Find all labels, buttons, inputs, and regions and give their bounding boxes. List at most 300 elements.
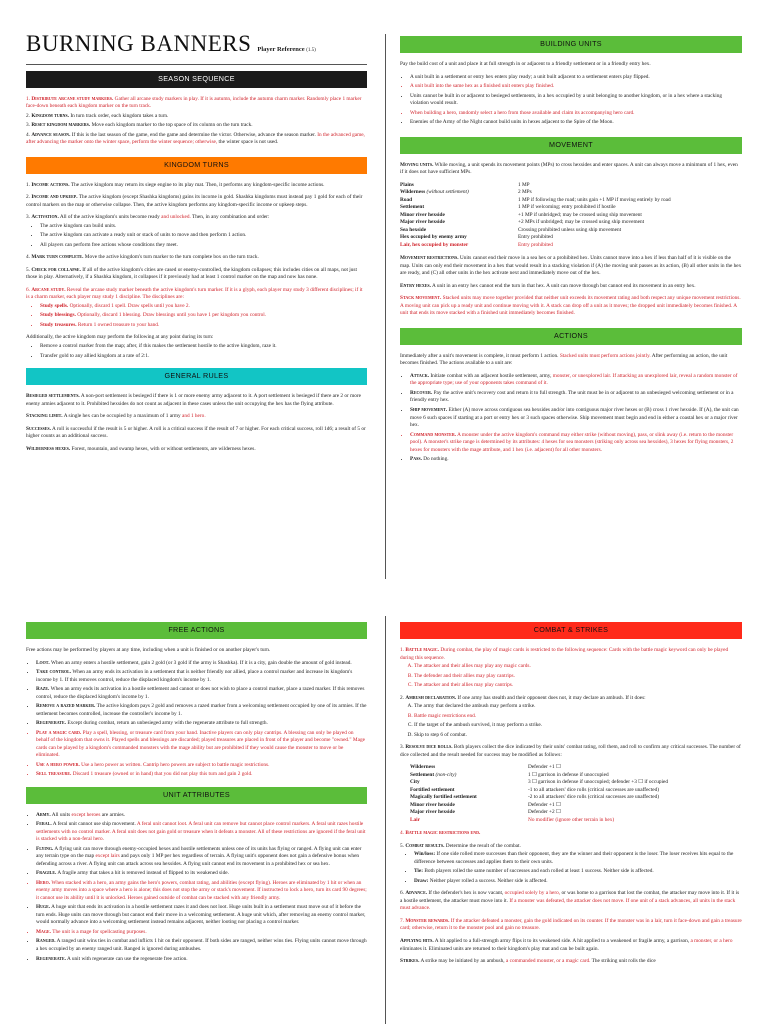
item-body: Gather all arcane study markers in play. If it is autumn, include the autumn charm marker. Randomly place 1 marker face-down beneath each kingdom marker on the turn track.	[26, 95, 362, 110]
movement-row	[400, 219, 674, 227]
movement-row	[400, 242, 674, 250]
combat-step-4	[400, 830, 742, 838]
rule-body: A non-port settlement is besieged if there is 1 or more enemy army adjacent to it. A port settlement is besieged if there are 2 or more enemy armies adjacent to it. Prohibited hexsides do not count as adjacent in these cases unless the unit occupying the hex has the flying attribute.	[26, 393, 362, 407]
modifier-row	[410, 764, 671, 772]
rule-term: Successes.	[26, 425, 51, 432]
rule-body: A strike may be initiated by an ambush,	[420, 958, 505, 965]
row-value: Entry prohibited	[518, 234, 553, 241]
season-sequence-list	[26, 96, 367, 147]
activation-subitem: • The active kingdom can build units.	[40, 223, 367, 231]
building-item: • When building a hero, randomly select a hero from those available and claim its accompanying hero card.	[410, 110, 742, 118]
kingdom-step-1	[26, 182, 367, 190]
arcane-study-sublist	[26, 303, 367, 330]
row-key	[400, 189, 518, 197]
combat-step-7	[400, 918, 742, 933]
attr-term: Flying.	[36, 845, 54, 852]
rule-body: A unit in an entry hex cannot end the turn in that hex. A unit can move through but cannot end its movement in an entry hex.	[431, 282, 696, 289]
step-term: Resolve dice rolls.	[405, 744, 453, 751]
step-term: Arcane study.	[31, 286, 66, 293]
row-value: 2 MPs	[518, 189, 532, 196]
row-key: Lair, hex occupied by monster	[400, 241, 469, 248]
actions-header: ACTIONS	[400, 328, 742, 345]
season-item-2	[26, 113, 367, 121]
free-term: Raze.	[36, 686, 50, 693]
step-term: Battle magic restrictions end.	[405, 830, 481, 837]
free-body: Discard 1 treasure (owned or in hand) that you did not play this turn and gain 2 gold.	[72, 771, 253, 778]
step-number: 6.	[400, 890, 404, 897]
step-body-end: or was home to a garrison that lost the combat, the attacker may move into it. If it is a hostile settlement, the attacker must move into it.	[400, 890, 740, 904]
free-actions-list	[26, 660, 367, 779]
strikes	[400, 958, 742, 966]
item-body: If this is the last season of the game, end the game and determine the victor. Otherwise, advance the season marker.	[71, 131, 316, 138]
battle-magic-subitem: A. The attacker and their allies may play any magic cards.	[414, 663, 742, 671]
version-text: (1.5)	[306, 48, 316, 53]
action-term: Attack.	[410, 372, 430, 379]
movement-row	[400, 204, 674, 212]
attr-term: Fragile.	[36, 870, 57, 877]
attr-body-end: are armies.	[101, 811, 126, 818]
rule-term: Stack movement.	[400, 295, 442, 302]
free-play-magic-card	[36, 730, 367, 760]
unit-attributes-list	[26, 812, 367, 963]
row-key: Major river hexside	[400, 219, 445, 226]
attr-body: The unit is a mage for spellcasting purposes.	[52, 928, 147, 935]
step-body: Determine the result of the combat.	[445, 842, 521, 849]
step-number: 7.	[400, 917, 404, 924]
action-body: Initiate combat with an adjacent hostile settlement, army,	[430, 372, 552, 379]
arcane-subitem	[40, 312, 367, 320]
action-term: Pass.	[410, 456, 422, 463]
attr-body: A fragile army that takes a hit is removed instead of flipped to its weakened side.	[57, 870, 229, 877]
movement-term: Moving units.	[400, 161, 434, 168]
rule-body-red: a monster, or a hero	[690, 937, 733, 944]
attr-body: A flying unit can move through enemy-occupied hexes and hostile settlements unless one of its units has flying or ranged. A flying unit can enter any terrain type on the map	[36, 845, 362, 860]
item-number: 3.	[26, 122, 30, 129]
rule-term: Besieged settlements.	[26, 393, 80, 400]
action-pass	[410, 456, 742, 464]
sub-term: Study spells.	[40, 302, 69, 309]
free-body: Except during combat, return an unbesieged army with the regenerate attribute to full strength.	[67, 720, 268, 727]
attr-body: A ranged unit wins ties in combat and inflicts 1 hit on their opponent. If both sides are ranged, neither wins ties. Flying units cannot move through a hex occupied by an enemy ranged unit. Ranged is ignored during ambushes.	[36, 938, 367, 952]
attr-body-end: and pays only 1 MP per hex regardless of terrain. A flying unit's opponent does not gain a defensive bonus when defending across a river. A flying unit can attack across sea hexsides. A flying unit cannot end its movement in a prohibited hex or sea hex.	[36, 853, 360, 867]
step-body: Move the active kingdom's turn marker to the turn complete box on the turn track.	[84, 254, 259, 261]
row-value: Defender +2 ☐	[528, 809, 561, 816]
step-term: Ambush declaration.	[405, 694, 457, 701]
row-key-note: (non-city)	[435, 771, 457, 778]
movement-body: While moving, a unit spends its movement points (MPs) to cross hexsides and enter spaces. A unit can always move a minimum of 1 hex, even if it does not have sufficient MPs.	[400, 161, 738, 176]
ambush-sublist	[400, 703, 742, 739]
rule-body: Units cannot end their move in a sea hex or a prohibited hex. Units cannot move into a hex if less than half of it is visible on the map. Units can only end their movement in a hex that would result in a stacking violation if (A) the moving unit passes as its action, (B) all other units in the hex are ready, and (C) all other units in the hex activate next and immediately move out of the hex.	[400, 255, 742, 277]
step-body: All of the active kingdom's units become ready	[59, 214, 160, 221]
rule-body-end: The striking unit rolls the dice	[591, 958, 656, 965]
attr-fragile	[36, 870, 367, 878]
ambush-subitem: C. If the target of the ambush survived, it may perform a strike.	[414, 722, 742, 730]
attr-body-red: except heroes	[71, 811, 101, 818]
step-number: 3.	[400, 744, 404, 751]
sub-body: If one side rolled more successes than their opponent, they are the winner and their opponent is the loser. The loser receives hits equal to the difference between successes and applies them to their own units.	[414, 851, 734, 865]
step-body: During combat, the play of magic cards is restricted to the following sequence: Cards with the battle magic keyword can only be played during this sequence.	[400, 647, 729, 661]
title-block	[26, 28, 367, 65]
step-number: 3.	[26, 214, 30, 221]
building-item: • A unit built into the same hex as a finished unit enters play finished.	[410, 83, 742, 91]
row-value: +2 MPs if unbridged; may be crossed using ship movement	[518, 219, 645, 226]
sub-term: Study blessings.	[40, 312, 76, 319]
row-key: Fortified settlement	[410, 786, 455, 793]
free-term: Play a magic card.	[36, 729, 82, 736]
step-body: Reveal the arcane study marker beneath the active kingdom's turn marker. If it is a glyph, each player may study 3 different disciplines; if it is a charm marker, each player may study 1 discipline. The disciplines are:	[26, 286, 363, 301]
action-body: Pay the active unit's recovery cost and return it to full strength. The unit must be in or adjacent to an unbesieged welcoming settlement or in a friendly entry hex.	[410, 389, 734, 404]
row-value: Defender +1 ☐	[528, 801, 561, 808]
row-key: Hex occupied by enemy army	[400, 234, 467, 241]
free-actions-header: FREE ACTIONS	[26, 622, 367, 639]
row-key: Sea hexside	[400, 226, 427, 233]
attr-hero	[36, 880, 367, 903]
document-subtitle	[257, 45, 315, 54]
sub-term: Study treasures.	[40, 321, 77, 328]
rule-term: Movement restrictions.	[400, 255, 459, 262]
row-key: Wilderness	[410, 764, 436, 771]
modifier-row	[410, 779, 671, 787]
movement-restrictions	[400, 255, 742, 278]
extra-text: Additionally, the active kingdom may perform the following at any point during its turn:	[26, 334, 214, 341]
free-body: When an army ends its activation in a settlement that is neither friendly nor allied, place a control marker and increase its kingdom's income by 1. If this removes control, reduce the displaced kingdom's income by 1.	[36, 669, 353, 683]
general-rules-header: GENERAL RULES	[26, 368, 367, 385]
sub-body: Both players rolled the same number of successes and each rolled at least 1 success. Neither side is affected.	[424, 868, 654, 875]
intro-end: After performing an action, the unit becomes finished. The actions available to a unit are:	[400, 352, 728, 367]
attr-term: Huge.	[36, 904, 51, 911]
vertical-divider-top	[385, 34, 386, 579]
attr-mage	[36, 929, 367, 937]
season-item-3	[26, 122, 367, 130]
attr-body-red: A feral unit cannot loot. A feral unit can remove but cannot place control markers. A feral unit razes hostile settlements with no control marker. A feral unit does not gain gold or treasure when it defeats a monster. All of these restrictions are ignored if the feral unit is stacked with a non-feral hero.	[36, 821, 366, 843]
row-key: Magically fortified settlement	[410, 794, 477, 801]
free-body: Use a hero power as written. Cantrip hero powers are subject to battle magic restrictions.	[81, 761, 270, 768]
sub-body: Optionally, discard 1 blessing. Draw blessings until you have 1 per kingdom you control.	[77, 312, 267, 319]
result-subitem	[414, 878, 742, 886]
step-term: Activation.	[31, 214, 59, 221]
row-key: City	[410, 779, 420, 786]
bottom-left-column	[26, 616, 367, 1024]
building-list	[400, 74, 742, 127]
sub-term: Tie:	[414, 868, 424, 875]
intro-red: Stacked units must perform actions jointly.	[559, 352, 651, 359]
bottom-right-column	[400, 616, 742, 1024]
step-body-red: and unlocked.	[161, 214, 191, 221]
kingdom-step-6	[26, 287, 367, 330]
item-number: 1.	[26, 95, 30, 102]
modifier-row	[410, 794, 671, 802]
rule-successes	[26, 426, 367, 441]
row-value: -2 to all attackers' dice rolls (critical successes are unaffected)	[528, 794, 660, 801]
row-value: 1 MP	[518, 181, 530, 188]
row-value: -1 to all attackers' dice rolls (critical successes are unaffected)	[528, 786, 660, 793]
extra-sublist	[26, 343, 367, 360]
combat-step-2	[400, 695, 742, 740]
step-term: Income actions.	[31, 181, 70, 188]
free-term: Remove a razed marker.	[36, 703, 96, 710]
battle-magic-subitem: B. The defender and their allies may play cantrips.	[414, 673, 742, 681]
arcane-subitem	[40, 303, 367, 311]
row-value: +1 MP if unbridged; may be crossed using ship movement	[518, 211, 642, 218]
step-term: Mark turn complete.	[31, 254, 84, 261]
combat-strikes-header: COMBAT & STRIKES	[400, 622, 742, 639]
action-attack	[410, 373, 742, 388]
activation-subitem: • All players can perform free actions whose conditions they meet.	[40, 242, 367, 250]
row-value: Entry prohibited	[518, 241, 553, 248]
top-left-column	[26, 28, 367, 568]
rule-term: Wilderness hexes.	[26, 445, 71, 452]
free-regenerate	[36, 720, 367, 728]
action-term: Command monster.	[410, 431, 457, 438]
kingdom-extra	[26, 334, 367, 360]
sub-body: Optionally, discard 1 spell. Draw spells until you have 2.	[69, 302, 190, 309]
season-item-4	[26, 132, 367, 147]
extra-subitem: • Transfer gold to any allied kingdom at a rate of 2:1.	[40, 353, 367, 361]
combat-step-5	[400, 843, 742, 886]
action-term: Ship movement.	[410, 406, 448, 413]
kingdom-step-3	[26, 214, 367, 249]
movement-row	[400, 227, 674, 235]
action-recover	[410, 390, 742, 405]
item-term: Distribute arcane study markers.	[31, 95, 114, 102]
document-title: BURNING BANNERS	[26, 31, 252, 56]
step-term: Battle magic.	[405, 647, 439, 653]
attr-body: A huge unit that ends its activation in a hostile settlement razes it and does not loot. Huge units built in a settlement must move out of it before the turn ends. Huge units can move through but cannot end their move in a welcoming settlement. A huge unit which, after removing an enemy control marker, would normally advance into a welcoming settlement instead remains adjacent, neither looting nor placing a control marker.	[36, 904, 366, 926]
kingdom-step-2	[26, 194, 367, 209]
arcane-subitem	[40, 322, 367, 330]
rule-body: A roll is successful if the result is 5 or higher. A roll is a critical success if the result of 7 or higher. For each critical success, roll 1d6; a result of 5 or higher counts as an additional success.	[26, 425, 366, 440]
action-body-red: monster, or unexplored lair. If attacking an unexplored lair, reveal a random monster of the appropriate type; use of your opponents takes command of it.	[410, 372, 738, 387]
attr-flying	[36, 846, 367, 869]
item-body-end: the winter space is not used.	[218, 139, 279, 146]
season-sequence-header: SEASON SEQUENCE	[26, 71, 367, 88]
free-body: Play a spell, blessing, or treasure card from your hand. Inactive players can only play cantrips. A blessing can only be played on behalf of the kingdom that owns it. Played spells and blessings are discarded; played treasures are placed in front of the player and become "owned." Mage cards can be played by a kingdom's commanded monsters with the mage ability but are prohibited if they would cause the monster to move or be eliminated.	[36, 729, 365, 759]
rule-stacking	[26, 413, 367, 421]
step-number: 6.	[26, 286, 30, 293]
building-units-header: BUILDING UNITS	[400, 36, 742, 53]
row-key	[410, 772, 528, 780]
step-body: The active kingdom may return its siege engine to its play mat. Then, it performs any kingdom-specific income actions.	[70, 181, 325, 188]
actions-intro	[400, 353, 742, 368]
action-body: Either (A) move across contiguous sea hexsides and/or into contiguous major river hexes or (B) cross 1 river hexside. If (A), the unit can move 6 such spaces if starting at a port or entry hex or 3 such spaces otherwise. Ship movement must begin and end in either a coastal hex or a major river hex.	[410, 406, 739, 429]
step-term: Advance.	[405, 890, 428, 897]
free-term: Take control.	[36, 669, 72, 676]
extra-subitem: • Remove a control marker from the map; after, if this makes the settlement hostile to the active kingdom, raze it.	[40, 343, 367, 351]
rule-term: Entry hexes.	[400, 282, 431, 289]
kingdom-step-4	[26, 254, 367, 262]
sub-term: Draw:	[414, 877, 429, 884]
step-body: If the defender's hex is now vacant,	[428, 890, 504, 897]
item-term: Advance season.	[31, 131, 71, 138]
row-value: 1 MP if following the road; units gain +1 MP if moving entirely by road	[518, 196, 671, 203]
action-ship-movement	[410, 407, 742, 430]
row-key-text: Settlement	[410, 771, 435, 778]
item-term: Reset kingdom markers.	[31, 122, 91, 129]
combat-modifier-table	[410, 764, 671, 824]
item-term: Kingdom turns.	[31, 112, 69, 119]
step-number: 1.	[26, 181, 30, 188]
building-intro: Pay the build cost of a unit and place it at full strength in or adjacent to a friendly settlement or in a friendly entry hex.	[400, 61, 651, 67]
vertical-divider-bottom	[385, 616, 386, 1024]
combat-step-6	[400, 890, 742, 913]
row-key-text: Wilderness	[400, 189, 426, 196]
attr-term: Mage.	[36, 928, 51, 935]
attr-ranged	[36, 938, 367, 953]
attr-regenerate	[36, 956, 367, 964]
attr-term: Hero.	[36, 879, 51, 886]
attr-body: All units	[51, 811, 71, 818]
step-body: If all of the active kingdom's cities are cased or enemy-controlled, the kingdom collapses; this includes cities on all maps, not just those in play. Alternatively, if a Shashka kingdom, it collapses if it previously had at least 1 control marker on the map and now has none.	[26, 266, 357, 281]
combat-step-1	[400, 647, 742, 690]
result-subitem	[414, 868, 742, 876]
row-value: Defender +1 ☐	[528, 764, 561, 771]
rule-wilderness	[26, 446, 367, 454]
attr-term: Regenerate.	[36, 955, 66, 962]
row-key-note: (without settlement)	[426, 189, 469, 196]
row-key: Minor river hexside	[410, 801, 455, 808]
battle-magic-subitem: C. The attacker and their allies may play cantrips.	[414, 682, 742, 690]
step-body-red: occupied solely by a hero,	[504, 890, 561, 897]
row-value: No modifier (ignore other terrain in hex)	[528, 816, 615, 823]
modifier-row	[410, 817, 671, 825]
row-value: 1 MP if welcoming; entry prohibited if hostile	[518, 204, 616, 211]
step-body-end: Then, in any combination and order:	[192, 214, 270, 221]
free-term: Loot.	[36, 659, 50, 666]
actions-list	[400, 373, 742, 464]
step-number: 2.	[26, 194, 30, 201]
free-loot	[36, 660, 367, 668]
sub-term: Win/loss:	[414, 851, 436, 858]
attr-term: Ranged.	[36, 938, 56, 945]
attr-term: Feral.	[36, 821, 52, 828]
movement-entry-hexes	[400, 283, 742, 291]
attr-huge	[36, 904, 367, 927]
applying-hits	[400, 938, 742, 953]
attr-army	[36, 812, 367, 820]
item-body: In turn track order, each kingdom takes a turn.	[70, 112, 169, 119]
combat-step-3	[400, 744, 742, 759]
step-number: 5.	[26, 266, 30, 273]
movement-row	[400, 189, 674, 197]
row-value: 3 ☐ garrison in defense if unoccupied; defender +3 ☐ if occupied	[528, 779, 669, 786]
activation-sublist	[26, 223, 367, 250]
row-key: Plains	[400, 181, 414, 188]
sub-body: Neither player rolled a success. Neither side is affected.	[429, 877, 548, 884]
row-key: Lair	[410, 816, 421, 823]
step-term: Combat results.	[405, 842, 445, 849]
rule-body: Stacked units may move together provided that neither unit exceeds its movement rating and both respect any unique movement restrictions. A moving unit can pick up a ready unit and continue moving with it. A stack can drop off a unit as it moves; the dropped unit immediately becomes finished. A unit that ends its move stacked with a finished unit immediately becomes finished.	[400, 295, 741, 317]
rule-body: Forest, mountain, and swamp hexes, with or without settlements, are wilderness hexes.	[71, 445, 256, 452]
sub-body: Return 1 owned treasure to your hand.	[77, 321, 160, 328]
ambush-subitem: B. Battle magic restrictions end.	[414, 713, 742, 721]
step-body: If the attacker defeated a monster, gain the gold indicated on its counter. If the monster was in a lair, turn it face-down and gain a treasure card; otherwise, return it to the monster pool and gain no treasure.	[400, 917, 742, 932]
battle-magic-sublist	[400, 663, 742, 690]
rule-body: A hit applied to a full-strength army flips it to its weakened side. A hit applied to a weakened or fragile army, a garrison,	[434, 937, 690, 944]
step-term: Monster rewards.	[405, 917, 450, 924]
subtitle-text: Player Reference	[257, 46, 305, 53]
rule-term: Stacking limit.	[26, 413, 63, 420]
step-number: 5.	[400, 842, 404, 849]
activation-subitem: • The active kingdom can activate a ready unit or stack of units to move and then perform 1 action.	[40, 232, 367, 240]
attr-body: When stacked with a hero, an army gains the hero's powers, combat rating, and abilities (except flying). Heroes are eliminated by 1 hit or when an enemy army moves into a space where a hero is alone; this does not stop the army or stack's movement. If instructed to lock a hero, turn its card 90 degrees; it cannot use its ability until it is unlocked. Heroes gained outside of combat can be stacked with any friendly army.	[36, 879, 367, 901]
free-term: Regenerate.	[36, 720, 66, 727]
movement-cost-table	[400, 182, 674, 250]
action-body: A monster under the active kingdom's command may either strike (without moving), pass, or slink away (i.e. return to the monster pool). A monster's strike range is determined by its attributes: 4 hexes for sea monsters (striking only across sea hexsides), 3 hexes for flying monsters, 2 hexes for monsters with the mage attribute, and 1 hex (i.e. adjacent) for all other monsters.	[410, 431, 734, 453]
attr-body: A unit with regenerate can use the regenerate free action.	[67, 955, 188, 962]
step-number: 4.	[26, 254, 30, 261]
step-number: 2.	[400, 694, 404, 701]
item-body: Move each kingdom marker to the top space of its column on the turn track.	[91, 122, 253, 129]
item-number: 2.	[26, 112, 30, 119]
attr-body: A feral unit cannot use ship movement.	[52, 821, 136, 828]
step-term: Income and upkeep.	[31, 194, 78, 201]
building-item: • Units cannot be built in or adjacent to besieged settlements, in a hex occupied by a unit belonging to another kingdom, or in a hex where a stacking violation would result.	[410, 93, 742, 108]
modifier-row	[410, 809, 671, 817]
movement-row	[400, 234, 674, 242]
free-raze	[36, 686, 367, 701]
step-term: Check for collapse.	[31, 266, 81, 273]
step-body: The active kingdom (except Shashka kingdoms) gains its income in gold. Shashka kingdoms must instead pay 1 gold for each of their control markers on the map or otherwise collapse. Then, the active kingdom performs any kingdom-specific income or upkeep steps.	[26, 194, 363, 208]
action-term: Recover.	[410, 389, 433, 396]
intro-text: Immediately after a unit's movement is complete, it must perform 1 action.	[400, 352, 559, 359]
row-key: Major river hexside	[410, 809, 455, 816]
item-number: 4.	[26, 131, 30, 138]
free-term: Use a hero power.	[36, 761, 80, 768]
row-key: Minor river hexside	[400, 211, 445, 218]
attr-term: Army.	[36, 811, 51, 818]
free-term: Sell treasure.	[36, 771, 72, 778]
rule-body-red: a commanded monster, or a magic card.	[505, 958, 591, 965]
free-sell-treasure	[36, 771, 367, 779]
action-command-monster	[410, 432, 742, 455]
rule-body-red: and 1 hero.	[181, 413, 206, 420]
unit-attributes-header: UNIT ATTRIBUTES	[26, 787, 367, 804]
rule-besieged	[26, 393, 367, 408]
building-item: • Enemies of the Army of the Night cannot build units in hexes adjacent to the Spire of the Moon.	[410, 119, 742, 127]
row-value: Crossing prohibited unless using ship movement	[518, 226, 622, 233]
kingdom-turns-header: KINGDOM TURNS	[26, 157, 367, 174]
step-number: 1.	[400, 647, 404, 653]
free-body: When an army enters a hostile settlement, gain 2 gold (or 3 gold if the army is Shashka). If it is a city, gain double the amount of gold instead.	[50, 659, 352, 666]
movement-header: MOVEMENT	[400, 137, 742, 154]
combat-results-sublist	[400, 851, 742, 885]
step-number: 4.	[400, 830, 404, 837]
rule-body: A single hex can be occupied by a maximum of 1 army	[63, 413, 181, 420]
rule-body-end: eliminates it. Eliminated units are returned to their kingdom's play mat and can be built again.	[400, 945, 599, 952]
action-body: Do nothing.	[423, 456, 449, 463]
row-key: Road	[400, 196, 413, 203]
free-body: The active kingdom pays 2 gold and removes a razed marker from a welcoming settlement occupied by one of its armies. If the settlement becomes controlled, increase the controller's income by 1.	[36, 703, 367, 717]
free-remove-razed	[36, 703, 367, 718]
attr-feral	[36, 821, 367, 844]
free-use-hero-power	[36, 762, 367, 770]
top-right-column	[400, 30, 742, 570]
movement-intro	[400, 162, 742, 177]
ambush-subitem: A. The army that declared the ambush may perform a strike.	[414, 703, 742, 711]
item-body-red: In the advanced game, after advancing the marker onto the winter space, perform the winter sequence; otherwise,	[26, 131, 365, 146]
free-body: When an army ends its activation in a hostile settlement and cannot or does not wish to place a control marker, place a razed marker. If this removes control, reduce the displaced kingdom's income by 1.	[36, 686, 365, 700]
kingdom-step-5	[26, 267, 367, 282]
ambush-subitem: D. Skip to step 6 of combat.	[414, 732, 742, 740]
rule-term: Strikes.	[400, 958, 420, 965]
building-item: • A unit built in a settlement or entry hex enters play ready; a unit built adjacent to a settlement enters play flipped.	[410, 74, 742, 82]
rule-term: Applying hits.	[400, 937, 434, 944]
step-body: If one army has stealth and their opponent does not, it may declare an ambush. If it does:	[457, 694, 646, 701]
movement-stack	[400, 295, 742, 318]
result-subitem	[414, 851, 742, 866]
attr-body-red: except lairs	[95, 853, 120, 860]
free-take-control	[36, 669, 367, 684]
